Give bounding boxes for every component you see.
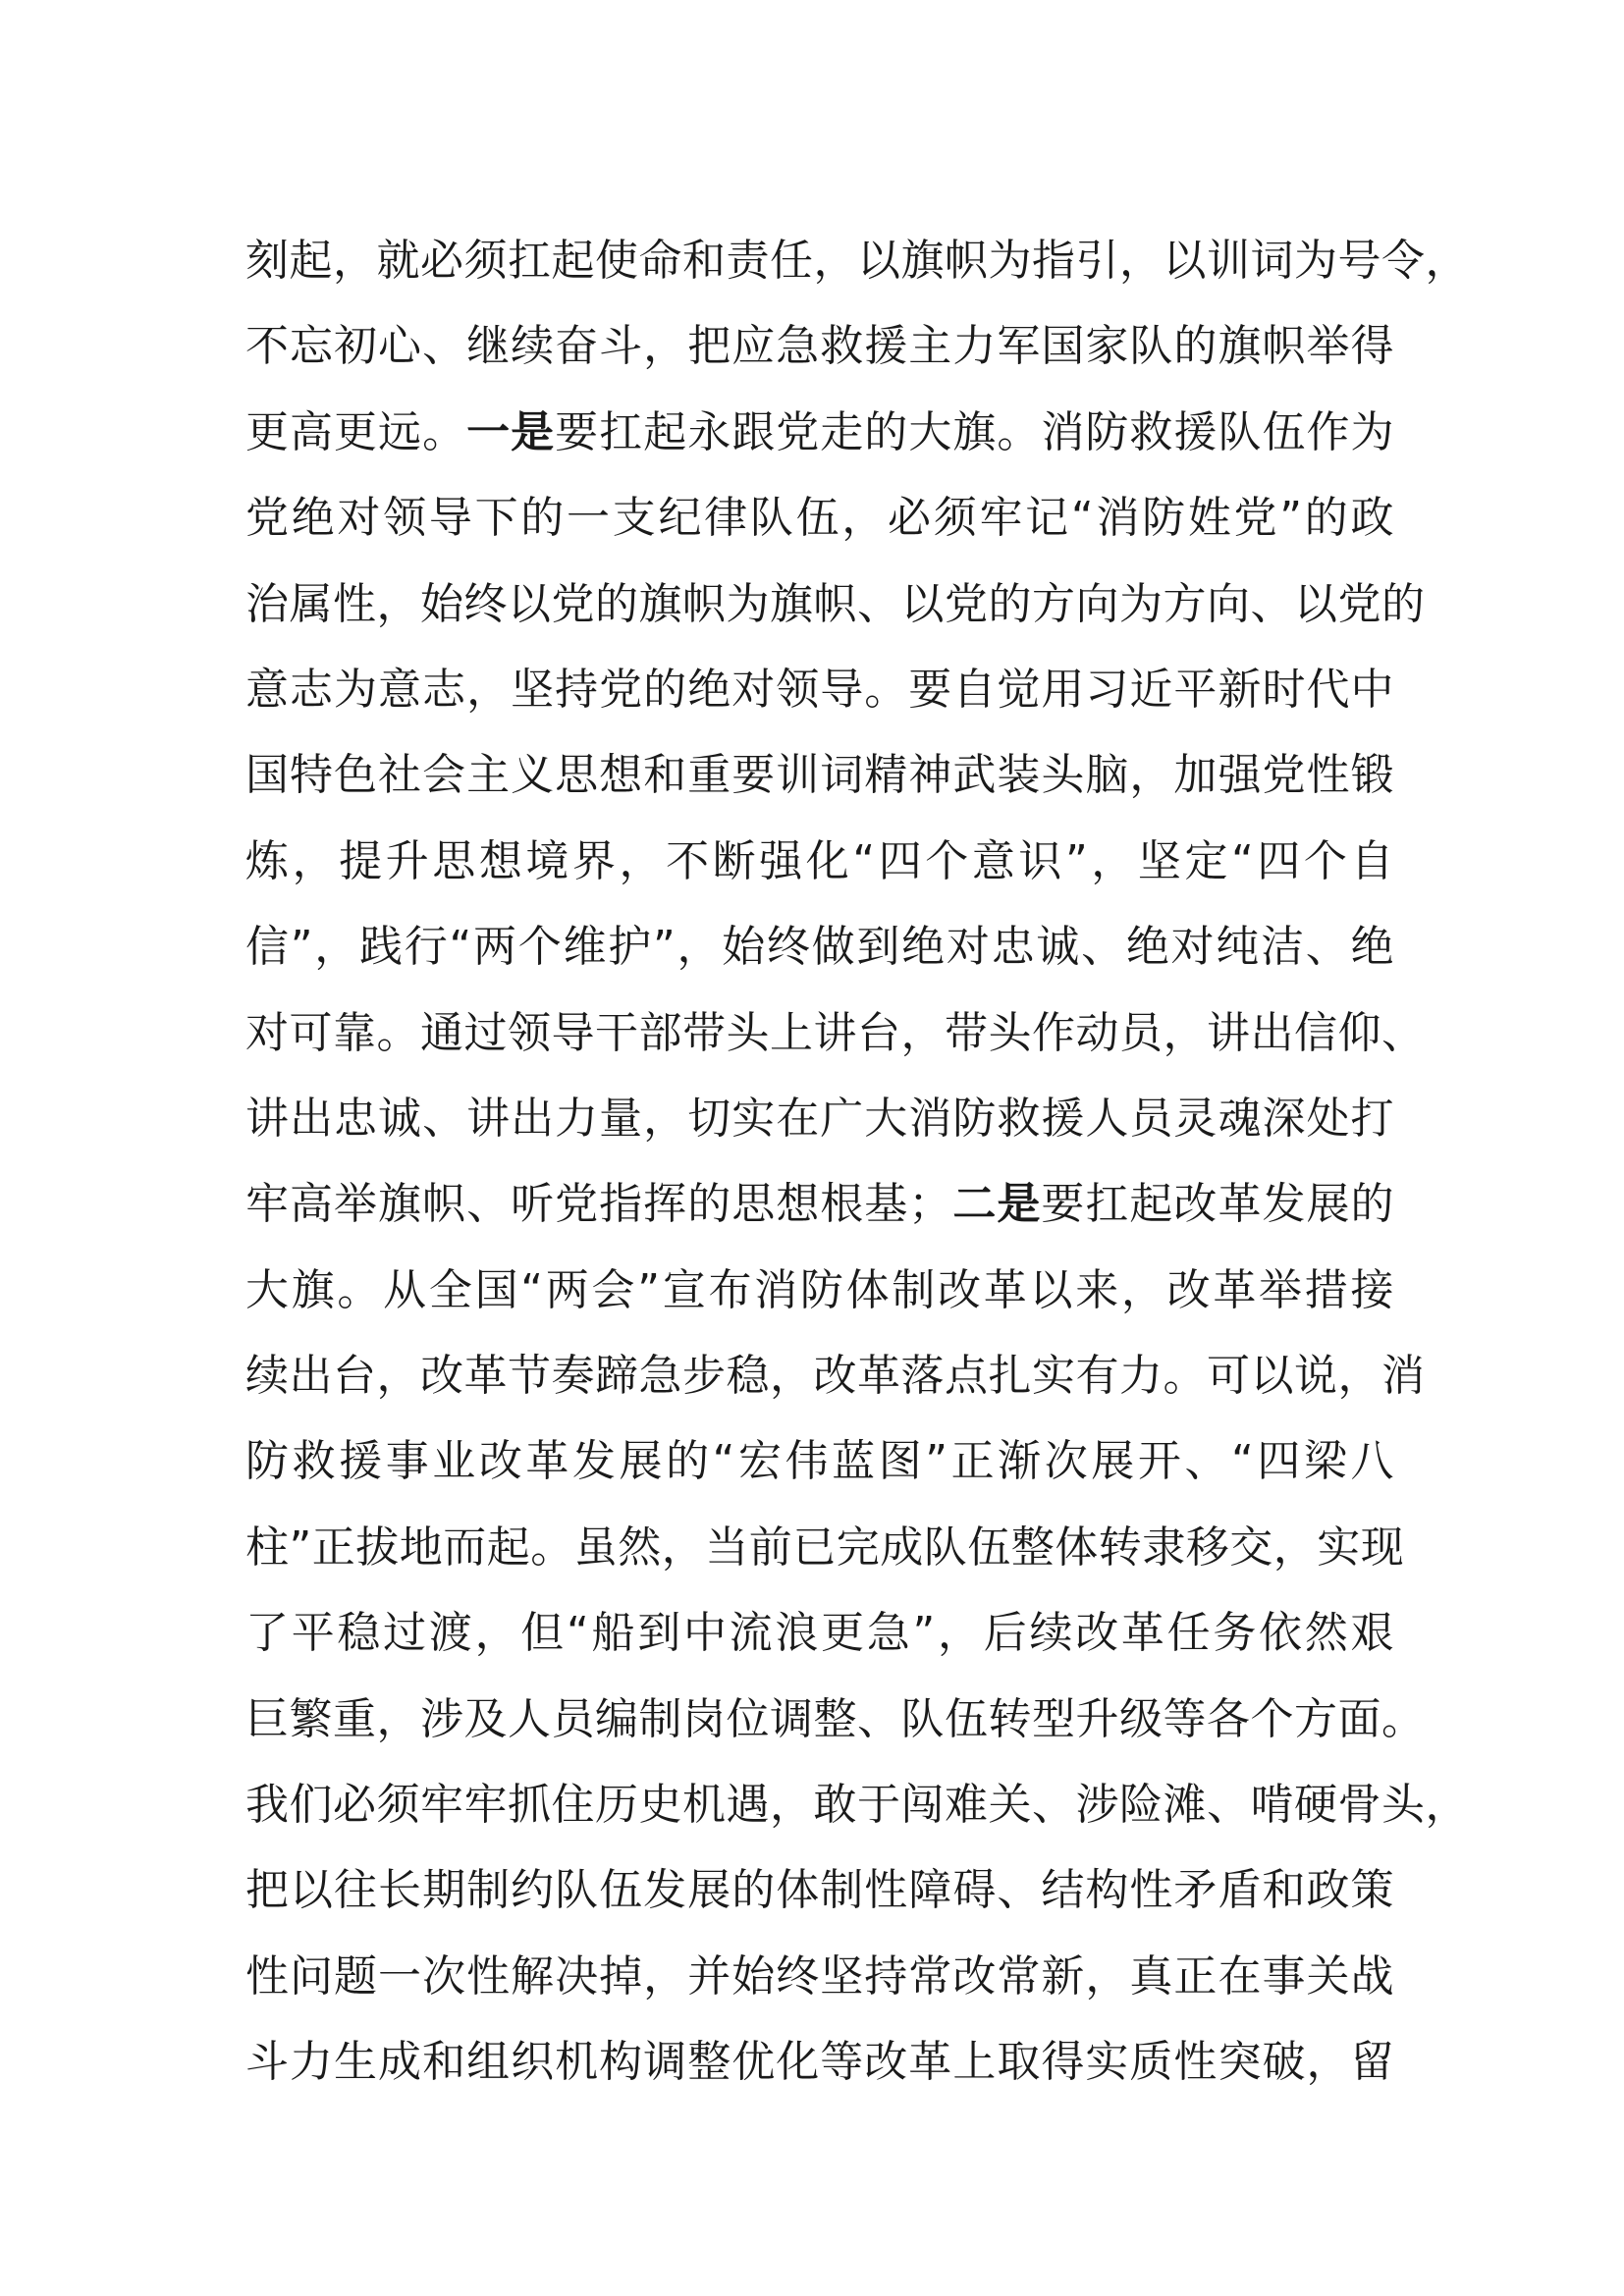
text-segment: 巨繁重，涉及人员编制岗位调整、队伍转型升级等各个方面。 [245,1693,1426,1744]
text-segment: 我们必须牢牢抓住历史机遇，敢于闯难关、涉险滩、啃硬骨头， [245,1780,1469,1831]
text-segment: 党绝对领导下的一支纪律队伍，必须牢记“消防姓党”的政 [245,493,1394,544]
text-segment: 斗力生成和组织机构调整优化等改革上取得实质性突破，留 [245,2037,1394,2088]
text-line [245,1248,1394,1333]
text-segment: 了平稳过渡，但“船到中流浪更急”，后续改革任务依然艰 [245,1608,1394,1659]
text-segment: 意志为意志，坚持党的绝对领导。要自觉用习近平新时代中 [245,664,1394,715]
text-segment: 把以往长期制约队伍发展的体制性障碍、结构性矛盾和政策 [245,1865,1394,1916]
text-line [245,303,1394,389]
bold-ordinal: 二是 [951,1179,1042,1230]
text-segment: 要扛起改革发展的 [1041,1179,1395,1230]
text-segment: 防救援事业改革发展的“宏伟蓝图”正渐次展开、“四梁八 [245,1436,1394,1487]
text-segment: 大旗。从全国“两会”宣布消防体制改革以来，改革举措接 [245,1264,1394,1315]
text-line [245,475,1394,561]
text-line [245,2019,1394,2105]
text-line [245,990,1426,1076]
text-segment: 性问题一次性解决掉，并始终坚持常改常新，真正在事关战 [245,1950,1394,2002]
text-segment: 治属性，始终以党的旗帜为旗帜、以党的方向为方向、以党的 [245,578,1426,629]
text-line [245,647,1394,732]
text-segment: 信”，践行“两个维护”，始终做到绝对忠诚、绝对纯洁、绝 [245,922,1394,973]
text-segment: 续出台，改革节奏蹄急步稳，改革落点扎实有力。可以说，消 [245,1351,1426,1402]
text-line [245,1418,1394,1504]
text-line [245,1161,1394,1247]
text-segment: 不忘初心、继续奋斗，把应急救援主力军国家队的旗帜举得 [245,321,1394,372]
text-line [245,561,1426,647]
text-line [245,1762,1469,1847]
text-segment: 要扛起永跟党走的大旗。消防救援队伍作为 [555,406,1395,457]
text-line [245,904,1394,989]
bold-ordinal: 一是 [466,406,556,457]
text-segment: 柱”正拔地而起。虽然，当前已完成队伍整体转隶移交，实现 [245,1522,1405,1573]
text-line [245,732,1394,818]
text-segment: 讲出忠诚、讲出力量，切实在广大消防救援人员灵魂深处打 [245,1093,1394,1144]
text-segment: 刻起，就必须扛起使命和责任，以旗帜为指引，以训词为号令， [245,236,1469,286]
body-text [245,218,1469,2106]
text-line [245,1505,1405,1590]
text-line [245,390,1394,475]
text-line [245,1333,1426,1418]
text-line [245,1076,1394,1161]
text-segment: 牢高举旗帜、听党指挥的思想根基； [245,1179,952,1230]
text-line [245,1934,1394,2019]
text-segment: 更高更远。 [245,406,467,457]
text-line [245,218,1469,303]
text-line [245,1847,1394,1933]
text-segment: 炼，提升思想境界，不断强化“四个意识”，坚定“四个自 [245,835,1394,886]
text-segment: 对可靠。通过领导干部带头上讲台，带头作动员，讲出信仰、 [245,1007,1426,1058]
text-line [245,1677,1426,1762]
text-segment: 国特色社会主义思想和重要训词精神武装头脑，加强党性锻 [245,750,1394,801]
text-line [245,1590,1394,1676]
text-line [245,819,1394,904]
